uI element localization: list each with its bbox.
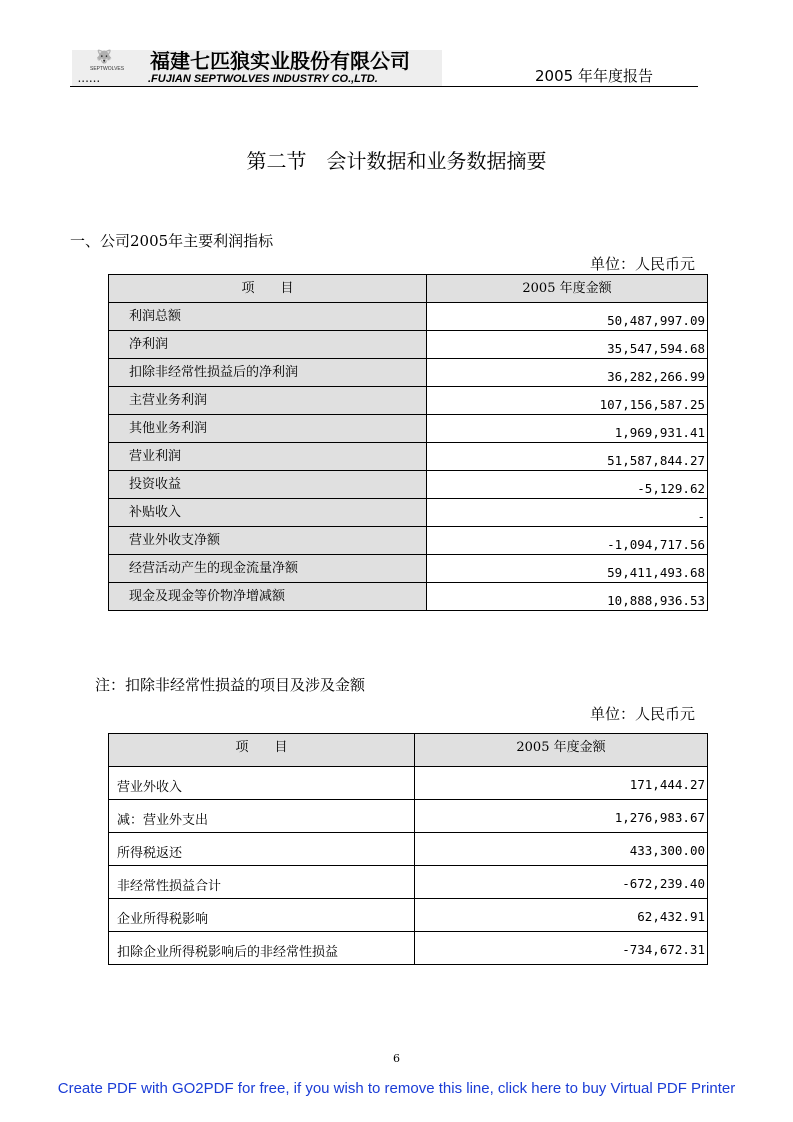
- row-value: 1,276,983.67: [415, 800, 708, 833]
- page-number: 6: [393, 1052, 400, 1065]
- row-item: 非经常性损益合计: [109, 866, 415, 899]
- row-value: 51,587,844.27: [427, 443, 708, 471]
- section2-heading: 注：扣除非经常性损益的项目及涉及金额: [95, 676, 366, 694]
- row-value: -: [427, 499, 708, 527]
- row-item: 经营活动产生的现金流量净额: [109, 555, 427, 583]
- company-logo: [72, 50, 442, 86]
- go2pdf-promo-link[interactable]: Create PDF with GO2PDF for free, if you wish to remove this line, click here to buy Virtual PDF Printer: [57, 1080, 736, 1097]
- table-row: [109, 303, 708, 331]
- table-row: [109, 499, 708, 527]
- row-value: 62,432.91: [415, 899, 708, 932]
- row-item: 所得税返还: [109, 833, 415, 866]
- page-title: 第二节 会计数据和业务数据摘要: [246, 149, 547, 173]
- logo-dots: ......: [78, 74, 101, 84]
- section2-unit: 单位：人民币元: [589, 705, 695, 723]
- row-item: 现金及现金等价物净增减额: [109, 583, 427, 611]
- table-row: [109, 415, 708, 443]
- company-name-cn: 福建七匹狼实业股份有限公司: [150, 49, 410, 73]
- row-item: 营业利润: [109, 443, 427, 471]
- non-recurring-table: [108, 733, 708, 965]
- company-name-en: .FUJIAN SEPTWOLVES INDUSTRY CO.,LTD.: [148, 73, 378, 85]
- table-header: [109, 275, 708, 303]
- row-value: -1,094,717.56: [427, 527, 708, 555]
- row-value: 10,888,936.53: [427, 583, 708, 611]
- section1-unit: 单位：人民币元: [589, 255, 695, 273]
- row-value: -5,129.62: [427, 471, 708, 499]
- table-row: [109, 443, 708, 471]
- table-row: [109, 471, 708, 499]
- row-item: 其他业务利润: [109, 415, 427, 443]
- row-value: -672,239.40: [415, 866, 708, 899]
- table-row: [109, 899, 708, 932]
- column-header-item: 项 目: [109, 734, 415, 767]
- row-value: 59,411,493.68: [427, 555, 708, 583]
- row-item: 减：营业外支出: [109, 800, 415, 833]
- table-row: [109, 527, 708, 555]
- logo-text: SEPTWOLVES: [90, 66, 125, 72]
- table-header: [109, 734, 708, 767]
- table-row: [109, 866, 708, 899]
- table-row: [109, 331, 708, 359]
- row-value: 1,969,931.41: [427, 415, 708, 443]
- table-row: [109, 767, 708, 800]
- profit-table: [108, 274, 708, 611]
- table-row: [109, 932, 708, 965]
- row-item: 主营业务利润: [109, 387, 427, 415]
- row-item: 营业外收支净额: [109, 527, 427, 555]
- column-header-amount: 2005 年度金额: [427, 275, 708, 303]
- row-item: 扣除非经常性损益后的净利润: [109, 359, 427, 387]
- wolf-logo-icon: 🐺: [96, 50, 113, 65]
- column-header-amount: 2005 年度金额: [415, 734, 708, 767]
- row-item: 投资收益: [109, 471, 427, 499]
- table-row: [109, 583, 708, 611]
- row-item: 企业所得税影响: [109, 899, 415, 932]
- row-value: 433,300.00: [415, 833, 708, 866]
- section1-heading: 一、公司2005年主要利润指标: [70, 232, 274, 250]
- row-item: 补贴收入: [109, 499, 427, 527]
- header-divider: [70, 86, 698, 87]
- report-title: 2005 年年度报告: [535, 67, 653, 85]
- table-row: [109, 833, 708, 866]
- row-value: 35,547,594.68: [427, 331, 708, 359]
- row-value: 107,156,587.25: [427, 387, 708, 415]
- table-row: [109, 387, 708, 415]
- row-item: 利润总额: [109, 303, 427, 331]
- row-item: 营业外收入: [109, 767, 415, 800]
- table-row: [109, 359, 708, 387]
- row-item: 扣除企业所得税影响后的非经常性损益: [109, 932, 415, 965]
- column-header-item: 项 目: [109, 275, 427, 303]
- table-row: [109, 800, 708, 833]
- row-value: 50,487,997.09: [427, 303, 708, 331]
- row-value: 171,444.27: [415, 767, 708, 800]
- row-value: 36,282,266.99: [427, 359, 708, 387]
- table-row: [109, 555, 708, 583]
- row-value: -734,672.31: [415, 932, 708, 965]
- row-item: 净利润: [109, 331, 427, 359]
